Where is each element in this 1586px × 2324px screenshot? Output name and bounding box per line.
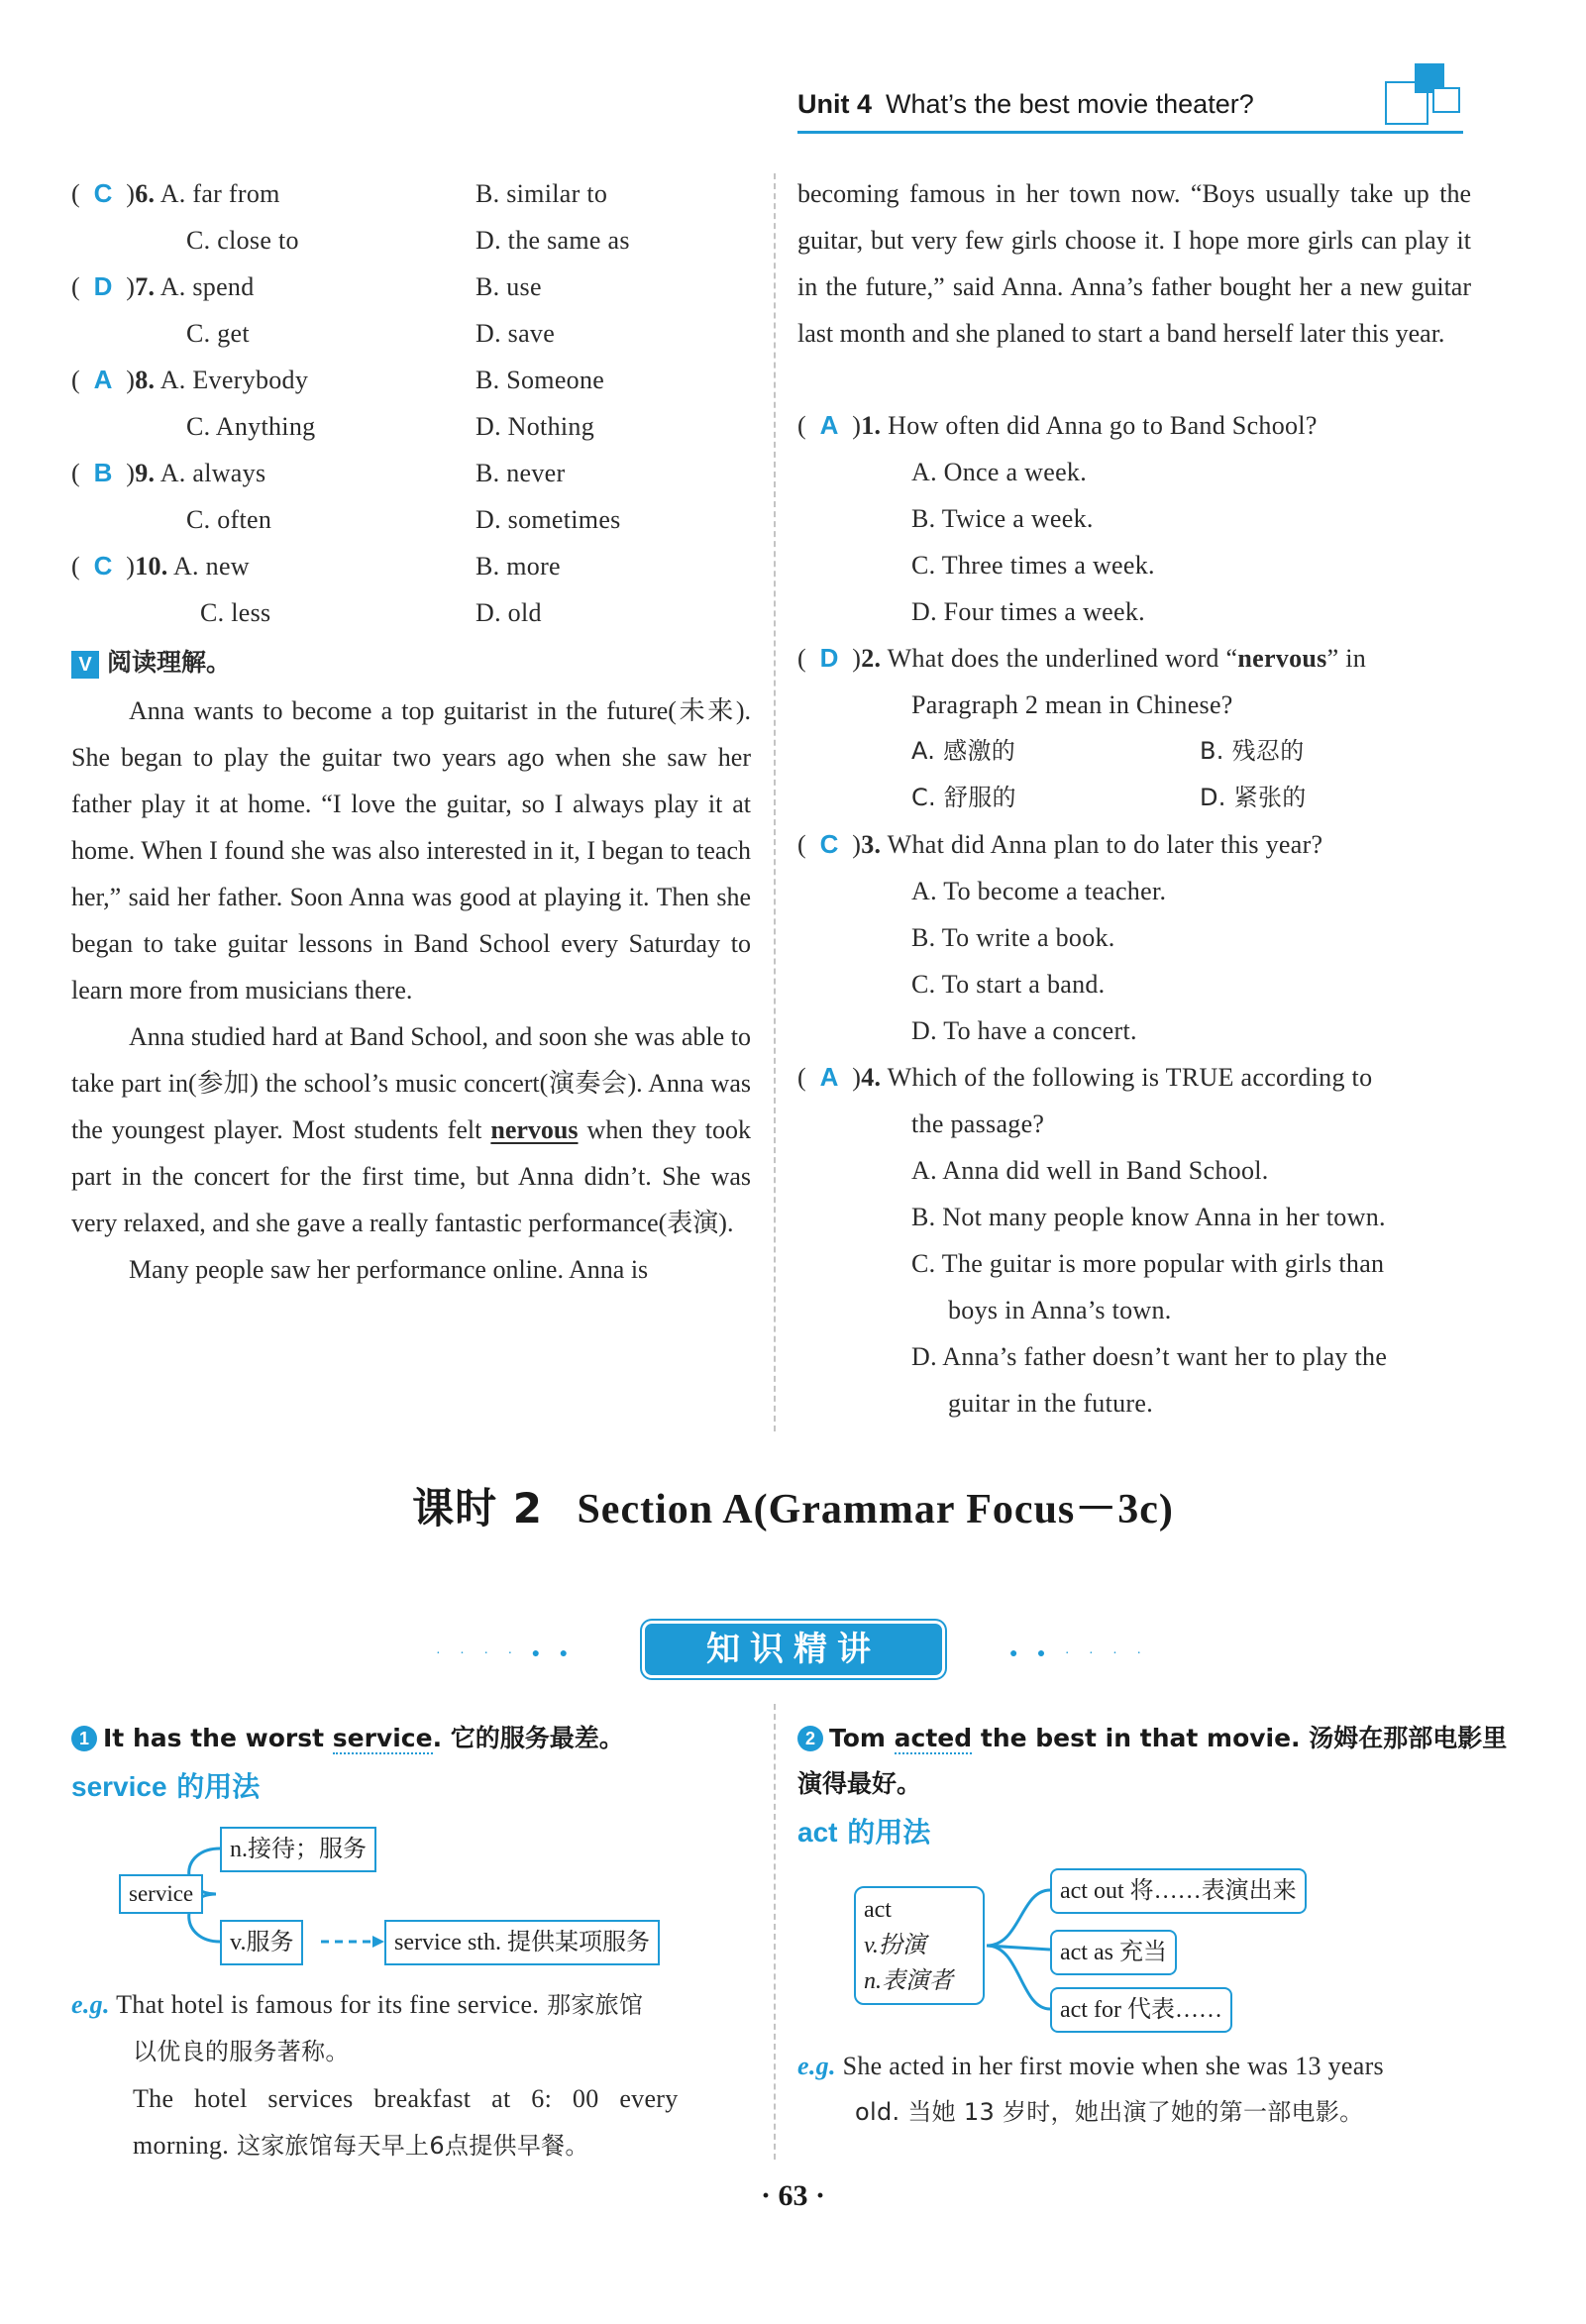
mindmap-node-verb: v.服务 [220, 1920, 303, 1965]
section-title [0, 1476, 1586, 1535]
option-a: A. new [172, 552, 250, 581]
root-noun: n.表演者 [864, 1968, 953, 1994]
point-sentence: It has the worst [103, 1724, 333, 1752]
page-number: · 63 · [760, 2179, 825, 2212]
option-d: D. Anna’s father doesn’t want her to play the [911, 1342, 1388, 1371]
mindmap-node-act-for: act for 代表…… [1050, 1987, 1232, 2033]
mc-item-7: ( D )7. A. spend B. use [71, 264, 765, 310]
banner-dots-left: · · · · ● ● [436, 1646, 577, 1661]
option-b: B. Someone [476, 366, 605, 394]
question-2-options-row2 [797, 775, 1481, 821]
question-2: ( D )2. What does the underlined word “nervous” in [797, 643, 1367, 673]
question-stem: Which of the following is TRUE according to [887, 1063, 1373, 1092]
option-d: D. old [476, 598, 542, 627]
mc-item-6-row2 [71, 217, 765, 264]
option-b: B. To write a book. [911, 923, 1115, 952]
header-title: What’s the best movie theater? [886, 89, 1254, 119]
option-a: A. spend [159, 272, 255, 301]
option-b: B. 残忍的 [1200, 737, 1305, 765]
answer-letter: C [93, 178, 113, 208]
example-english: That hotel is famous for its fine service. [116, 1990, 540, 2019]
usage-label: 的用法 [166, 1770, 261, 1803]
point-sentence-cont: the best in that movie. 汤姆在那部电影里 [972, 1724, 1508, 1752]
point-keyword: service [332, 1724, 433, 1752]
point-sentence-end: 演得最好。 [797, 1769, 922, 1798]
option-a: A. Everybody [159, 366, 309, 394]
mindmap-root-act [854, 1886, 985, 2005]
multiple-choice-block [71, 170, 765, 636]
mc-item-8: ( A )8. A. Everybody B. Someone [71, 357, 765, 403]
example-2-line2 [71, 2122, 750, 2169]
usage-heading-service [71, 1765, 260, 1805]
point-number-badge: 2 [797, 1726, 823, 1751]
question-3: ( C )3. What did Anna plan to do later this year? [797, 829, 1323, 859]
answer-letter: B [93, 458, 113, 487]
question-stem-line2: the passage? [911, 1109, 1045, 1138]
question-stem: What does the underlined word “ [887, 644, 1238, 673]
example-english: She acted in her first movie when she was 13 years [842, 2052, 1384, 2080]
reading-heading [71, 642, 231, 684]
point-keyword: acted [894, 1724, 973, 1752]
root-word: act [864, 1897, 892, 1923]
answer-letter: C [819, 829, 839, 859]
question-number: 10. [135, 552, 168, 581]
question-number: 3. [861, 830, 882, 859]
knowledge-point-1 [71, 1716, 624, 1761]
paragraph-text: when they took part in the concert for the first time, but Anna didn’t. She was very relaxed, and she gave a really fantastic performance(表演). [71, 1115, 751, 1237]
mc-item-7-row2 [71, 310, 765, 357]
passage-paragraph-3-continued: becoming famous in her town now. “Boys usually take up the guitar, but very few girls choose it. I hope more girls can play it in the future,” said Anna. Anna’s father bought her a new guitar last month and she planed to start a band herself later this year. [797, 179, 1471, 348]
eg-marker: e.g. [797, 2052, 836, 2080]
mc-item-9-row2 [71, 496, 765, 543]
usage-word: act [797, 1817, 838, 1848]
option-c: C. Anything [186, 412, 316, 441]
question-4: ( A )4. Which of the following is TRUE according to [797, 1062, 1373, 1092]
mc-item-10-row2 [71, 589, 765, 636]
kp2-examples [797, 2043, 1481, 2136]
answer-letter: D [93, 271, 113, 301]
example-1 [797, 2043, 1481, 2089]
point-sentence: Tom [829, 1724, 895, 1752]
reading-questions [797, 402, 1481, 1426]
answer-letter: D [819, 643, 839, 673]
example-1 [71, 1981, 750, 2029]
usage-word: service [71, 1771, 167, 1802]
banner-dots-right: ● ● · · · · [1008, 1646, 1149, 1661]
header-unit: Unit 4 [797, 89, 873, 119]
option-d: D. save [476, 319, 556, 348]
option-c: C. close to [186, 226, 299, 255]
question-stem-line2: Paragraph 2 mean in Chinese? [911, 690, 1233, 719]
reading-heading-text: 阅读理解。 [107, 648, 232, 677]
option-c: C. less [200, 598, 271, 627]
answer-letter: C [93, 551, 113, 581]
section-badge: V [71, 651, 99, 679]
option-c: C. Three times a week. [911, 551, 1155, 580]
option-c: C. often [186, 505, 272, 534]
passage-paragraph-2 [71, 1013, 751, 1246]
example-chinese: 那家旅馆 [539, 1991, 644, 2019]
option-c: C. get [186, 319, 250, 348]
mc-item-10: ( C )10. A. new B. more [71, 543, 765, 589]
reading-passage [71, 687, 751, 1293]
option-a: A. To become a teacher. [911, 877, 1167, 905]
option-d: D. the same as [476, 226, 630, 255]
option-b: B. use [476, 272, 542, 301]
question-stem: How often did Anna go to Band School? [888, 411, 1318, 440]
mindmap-node-act-as: act as 充当 [1050, 1930, 1177, 1975]
paragraph-text: Anna studied hard at Band School, and soon she was able to take part in(参加) the school’s music concert(演奏会). Anna was the youngest player. Most students felt [71, 1022, 751, 1144]
mc-item-6: ( C )6. A. far from B. similar to [71, 170, 765, 217]
option-b: B. similar to [476, 179, 608, 208]
passage-paragraph-1: Anna wants to become a top guitarist in the future(未来). She began to play the guitar two years ago when she saw her father play it at home. “I love the guitar, so I always play it at home. When I found she was also interested in it, I began to teach her,” said her father. Soon Anna was good at playing it. Then she began to take guitar lessons in Band School every Saturday to learn more from musicians there. [71, 696, 751, 1004]
root-verb: v.扮演 [864, 1933, 926, 1958]
option-d: D. To have a concert. [911, 1016, 1137, 1045]
column-divider [774, 173, 776, 1431]
example-2-english: The hotel services breakfast at 6: 00 every [133, 2084, 679, 2113]
question-number: 4. [861, 1063, 882, 1092]
reading-passage-continued [797, 170, 1471, 357]
mindmap-root-service: service [119, 1874, 203, 1914]
running-header [797, 89, 1254, 120]
mc-item-8-row2 [71, 403, 765, 450]
header-logo-square-small [1432, 87, 1460, 113]
example-english-cont: morning. [133, 2131, 230, 2160]
question-number: 2. [861, 644, 882, 673]
question-keyword: nervous [1237, 644, 1327, 673]
option-b: B. Twice a week. [911, 504, 1094, 533]
option-d: D. Four times a week. [911, 597, 1145, 626]
option-c: C. 舒服的 [911, 784, 1016, 811]
option-a: A. Anna did well in Band School. [911, 1156, 1269, 1185]
option-c-continued: boys in Anna’s town. [948, 1296, 1172, 1324]
example-chinese: old. 当她 13 岁时，她出演了她的第一部电影。 [855, 2098, 1364, 2126]
option-b: B. Not many people know Anna in her town. [911, 1203, 1386, 1231]
knowledge-point-2 [797, 1716, 1507, 1761]
option-a: A. far from [159, 179, 280, 208]
banner-label: 知识精讲 [642, 1621, 945, 1678]
eg-marker: e.g. [71, 1990, 110, 2019]
question-number: 9. [135, 459, 156, 487]
example-chinese-cont: 以优良的服务著称。 [133, 2038, 350, 2065]
question-1: ( A )1. How often did Anna go to Band School? [797, 410, 1318, 440]
column-divider-lower [774, 1704, 776, 2160]
mc-item-9: ( B )9. A. always B. never [71, 450, 765, 496]
usage-label: 的用法 [837, 1816, 931, 1849]
header-rule [797, 131, 1463, 134]
option-d: D. sometimes [476, 505, 621, 534]
underlined-word: nervous [490, 1115, 579, 1144]
option-b: B. never [476, 459, 566, 487]
question-number: 6. [135, 179, 156, 208]
option-a: A. always [159, 459, 266, 487]
option-c: C. The guitar is more popular with girls than [911, 1249, 1385, 1278]
mindmap-node-phrase: service sth. 提供某项服务 [384, 1920, 660, 1965]
section-label: 课时 2 [412, 1484, 543, 1532]
answer-letter: A [819, 410, 839, 440]
question-number: 1. [861, 411, 882, 440]
answer-letter: A [819, 1062, 839, 1092]
mindmap-node-noun: n.接待；服务 [220, 1827, 376, 1872]
option-d: D. 紧张的 [1200, 784, 1307, 811]
usage-heading-act [797, 1811, 930, 1850]
point-number-badge: 1 [71, 1726, 97, 1751]
section-heading: Section A(Grammar Focus－3c) [577, 1487, 1174, 1532]
option-a: A. Once a week. [911, 458, 1088, 486]
option-d: D. Nothing [476, 412, 594, 441]
knowledge-banner [436, 1621, 1149, 1680]
question-stem: What did Anna plan to do later this year? [887, 830, 1323, 859]
point-sentence-end: . 它的服务最差。 [432, 1724, 624, 1752]
question-stem-end: ” in [1326, 644, 1367, 673]
option-b: B. more [476, 552, 561, 581]
answer-letter: A [93, 365, 113, 394]
option-d-continued: guitar in the future. [948, 1389, 1154, 1418]
example-chinese: 这家旅馆每天早上6点提供早餐。 [229, 2132, 589, 2160]
option-c: C. To start a band. [911, 970, 1106, 999]
kp1-examples [71, 1981, 750, 2169]
passage-paragraph-3: Many people saw her performance online. Anna is [129, 1255, 649, 1284]
question-number: 7. [135, 272, 156, 301]
mindmap-node-act-out: act out 将……表演出来 [1050, 1868, 1307, 1914]
question-2-options-row1 [797, 728, 1481, 775]
question-number: 8. [135, 366, 156, 394]
option-a: A. 感激的 [911, 737, 1016, 765]
